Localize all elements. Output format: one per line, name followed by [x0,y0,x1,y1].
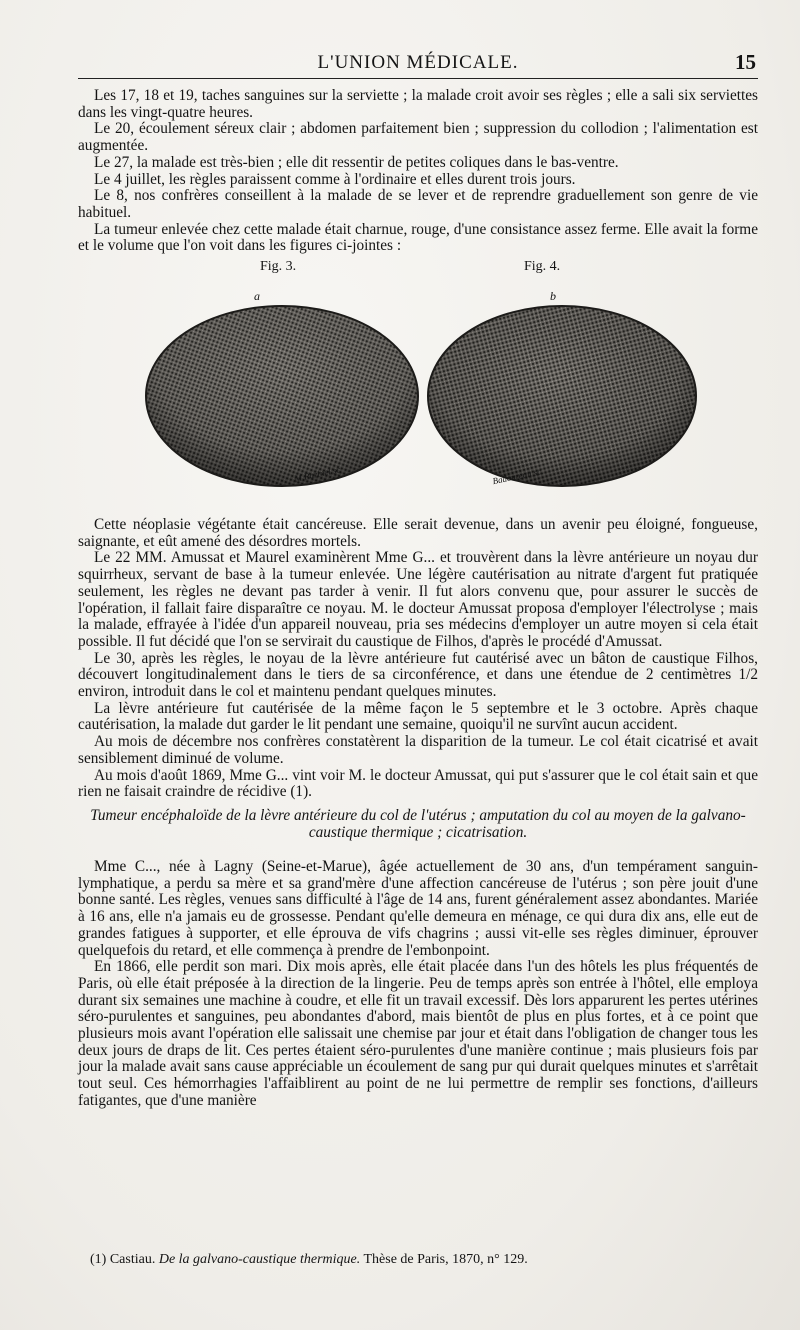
paragraph: Au mois de décembre nos confrères constatèrent la disparition de la tumeur. Le col était cicatrisé et avait sensiblement diminué de volume. [78,733,758,767]
paragraph: Le 8, nos confrères conseillent à la malade de se lever et de reprendre graduellement son genre de vie habituel. [78,187,758,221]
section-title: Tumeur encéphaloïde de la lèvre antérieure du col de l'utérus ; amputation du col au moyen de la galvano-caustique thermique ; cicatrisation. [90,806,746,841]
footnote-marker: (1) Castiau. [90,1252,156,1267]
paragraph: Au mois d'août 1869, Mme G... vint voir M. le docteur Amussat, qui put s'assurer que le col était sain et que rien ne faisait craindre de récidive (1). [78,766,758,801]
tumor-engraving-fig4 [424,301,700,491]
figure-4-letter: b [550,289,556,304]
figures-block [78,259,758,517]
paragraph: Cette néoplasie végétante était cancéreuse. Elle serait devenue, dans un avenir peu éloigné, fongueuse, saignante, et eût amené des désordres mortels. [78,516,758,550]
running-header [78,48,758,79]
footnote-title: De la galvano-caustique thermique. [158,1252,361,1267]
paragraph: Le 27, la malade est très-bien ; elle dit ressentir de petites coliques dans le bas-ventre. [94,153,619,171]
engraver-signature-fig4: Badoureau sc. [491,465,545,487]
engraver-signature-fig3: M.Razinel sc [293,464,342,484]
page-number: 15 [735,50,756,74]
paragraph: Le 22 MM. Amussat et Maurel examinèrent Mme G... et trouvèrent dans la lèvre antérieure un noyau dur squirrheux, servant de base à la tumeur enlevée. Une légère cautérisation au nitrate d'argent fut pratiquée seulement, les règles ne devant pas tarder à venir. Il fut alors convenu que, pour assurer le succès de l'opération, il fallait faire disparaître ce noyau. M. le docteur Amussat proposa d'employer l'électrolyse ; mais la malade, effrayée à l'idée d'un appareil nouveau, pria ses médecins d'employer un autre moyen si cela était possible. Il fut décidé que l'on se servirait du caustique de Filhos, d'après le procédé d'Amussat. [78,549,758,650]
figure-4-caption: Fig. 4. [524,259,561,275]
figure-3-caption: Fig. 3. [260,259,297,275]
paragraph: Les 17, 18 et 19, taches sanguines sur la serviette ; la malade croit avoir ses règles ; elle a sali six serviettes dans les vingt-quatre heures. [78,87,758,121]
figure-3-letter: a [254,289,260,304]
main-text [78,88,758,1110]
paragraph: En 1866, elle perdit son mari. Dix mois après, elle était placée dans l'un des hôtels les plus fréquentés de Paris, où elle était préposée à la direction de la lingerie. Peu de temps après son entrée à l'hôtel, elle employa durant six semaines une machine à coudre, et elle fit un travail excessif. Dès lors apparurent les pertes utérines séro-purulentes et sanguines, peu abondantes d'abord, mais bientôt de plus en plus fortes, et à ce point que plusieurs mois avant l'opération elle salissait une chemise par jour et était dans l'obligation de changer tous les deux jours de draps de lit. Ces pertes étaient séro-purulentes d'une manière continue ; mais plusieurs fois par jour la malade avait sans cause appréciable un écoulement de sang pur qui durait quelques minutes et s'arrêtait tout seul. Ces hémorrhagies l'affaiblirent au point de ne lui permettre de remplir ses fonctions, d'ailleurs fatigantes, que d'une manière [78,958,758,1109]
paragraph: La lèvre antérieure fut cautérisée de la même façon le 5 septembre et le 3 octobre. Après chaque cautérisation, la malade dut garder le lit pendant une semaine, quoiqu'il ne survînt aucun accident. [78,699,758,734]
paragraph: La tumeur enlevée chez cette malade était charnue, rouge, d'une consistance assez ferme. Elle avait la forme et le volume que l'on voit dans les figures ci-jointes : [78,220,758,255]
paragraph: Le 4 juillet, les règles paraissent comme à l'ordinaire et elles durent trois jours. [94,170,576,188]
paragraph: Le 30, après les règles, le noyau de la lèvre antérieure fut cautérisé avec un bâton de caustique Filhos, découvert longitudinalement dans le tiers de sa circonférence, et dans une étendue de 2 centimètres 1/2 environ, introduit dans le col et maintenu pendant quelques minutes. [78,649,758,701]
paragraph: Le 20, écoulement séreux clair ; abdomen parfaitement bien ; suppression du collodion ; l'alimentation est augmentée. [78,120,758,155]
journal-title: L'UNION MÉDICALE. [317,52,519,73]
tumor-engraving-fig3 [142,301,422,491]
footnote-rest: Thèse de Paris, 1870, n° 129. [363,1252,528,1267]
paragraph: Mme C..., née à Lagny (Seine-et-Marue), âgée actuellement de 30 ans, d'un tempérament sanguin-lymphatique, a perdu sa mère et sa grand'mère d'une affection cancéreuse de l'utérus ; son père jouit d'une bonne santé. Les règles, venues sans difficulté à l'âge de 14 ans, furent généralement assez abondantes. Mariée à 16 ans, elle n'a jamais eu de grossesse. Pendant qu'elle demeura en ménage, ce qui dura dix ans, elle eut de grandes fatigues à supporter, et elle éprouva de vifs chagrins ; aussi vit-elle ses règles diminuer, éprouver quelquefois du retard, et elle commença à prendre de l'embonpoint. [78,857,758,959]
footnote [90,1252,528,1268]
